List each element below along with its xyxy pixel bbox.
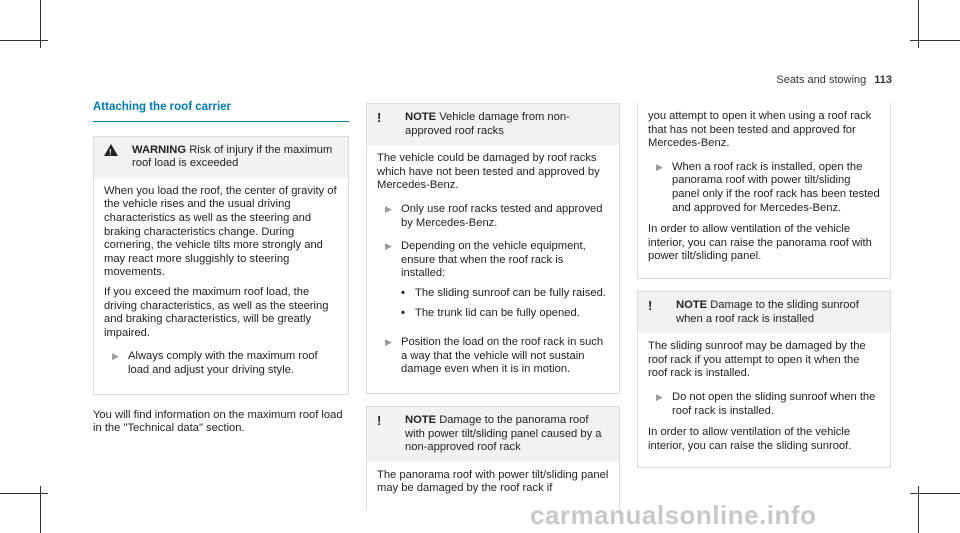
note-box — [637, 291, 891, 468]
bullet-icon: • — [401, 286, 405, 299]
note-header — [367, 104, 619, 145]
note-heading: Damage to the panorama roof with power tilt/sliding panel caused by a non-approved roof rack — [405, 413, 602, 454]
paragraph: In order to allow ventilation of the vehicle interior, you can raise the panorama roof with power tilt/sliding panel. — [648, 223, 872, 263]
watermark: carmanualsonline.info — [530, 500, 817, 530]
warning-header — [94, 137, 348, 178]
note-heading: Vehicle damage from non-approved roof racks — [405, 111, 570, 137]
action-step: ▶ When a roof rack is installed, open the panorama roof with power tilt/sliding panel only if the roof rack has been tested and approved for Mercedes-Benz. — [648, 161, 880, 215]
crop-mark — [910, 493, 960, 494]
warning-triangle-icon: ! — [104, 144, 132, 159]
note-continuation — [637, 103, 891, 279]
exclamation-icon: ! — [377, 110, 382, 125]
note-body — [638, 333, 890, 467]
note-label: NOTE — [405, 111, 437, 123]
paragraph: The panorama roof with power tilt/sliding panel may be damaged by the roof rack if — [377, 468, 609, 495]
middle-column — [366, 103, 620, 510]
arrow-right-icon: ▶ — [656, 391, 663, 402]
action-step: ▶ Only use roof racks tested and approved by Mercedes-Benz. — [377, 203, 609, 230]
list-item: • The trunk lid can be fully opened. — [401, 306, 580, 319]
action-step: ▶ Position the load on the roof rack in such a way that the vehicle will not sustain damage even when it is in motion. — [377, 336, 609, 377]
note-header — [367, 407, 619, 462]
note-heading: Damage to the sliding sunroof when a roof rack is installed — [676, 298, 859, 325]
crop-mark — [0, 493, 48, 494]
paragraph: The sliding sunroof may be damaged by the roof rack if you attempt to open it when the roof rack is installed. — [648, 340, 866, 380]
page-number: 113 — [874, 74, 892, 86]
warning-box — [93, 136, 349, 395]
page-header — [776, 74, 892, 86]
arrow-right-icon: ▶ — [385, 337, 392, 348]
arrow-right-icon: ▶ — [385, 203, 392, 214]
warning-heading: Risk of injury if the maximum roof load is exceeded — [132, 143, 333, 170]
exclamation-icon: ! — [377, 412, 382, 428]
section-heading: Attaching the roof carrier — [93, 101, 349, 122]
action-step: ▶ Depending on the vehicle equipment, ensure that when the roof rack is installed: • The sliding sunroof can be fully raised. • The trunk lid can be fully opened. — [377, 240, 609, 326]
paragraph: The vehicle could be damaged by roof racks which have not been tested and approved by Mercedes-Benz. — [377, 152, 600, 192]
warning-body — [94, 178, 348, 394]
action-step: ▶ Do not open the sliding sunroof when the roof rack is installed. — [648, 391, 880, 418]
right-column — [637, 103, 891, 468]
section-title: Seats and stowing — [776, 74, 867, 86]
arrow-right-icon: ▶ — [656, 161, 663, 172]
note-header — [638, 292, 890, 333]
bullet-icon: • — [401, 306, 405, 319]
note-label: NOTE — [676, 298, 708, 311]
action-step: ▶ Always comply with the maximum roof load and adjust your driving style. — [104, 350, 338, 377]
note-box — [366, 406, 620, 510]
paragraph: If you exceed the maximum roof load, the driving characteristics, as well as the steering and braking characteristics, will be greatly impaired. — [104, 285, 329, 339]
exclamation-icon: ! — [648, 297, 653, 313]
note-body — [367, 145, 619, 393]
left-column — [93, 101, 349, 436]
arrow-right-icon: ▶ — [112, 351, 119, 362]
list-item: • The sliding sunroof can be fully raised. — [401, 286, 606, 299]
warning-label: WARNING — [132, 143, 187, 156]
crop-mark — [0, 40, 48, 41]
note-label: NOTE — [405, 413, 437, 426]
paragraph: In order to allow ventilation of the vehicle interior, you can raise the sliding sunroof. — [648, 426, 852, 452]
info-text: You will find information on the maximum roof load in the "Technical data" section. — [93, 408, 343, 435]
note-box — [366, 103, 620, 394]
crop-mark — [910, 40, 960, 41]
arrow-right-icon: ▶ — [385, 241, 392, 252]
paragraph: you attempt to open it when using a roof rack that has not been tested and approved for Mercedes-Benz. — [648, 110, 872, 150]
paragraph: When you load the roof, the center of gravity of the vehicle rises and the usual driving characteristics as well as the steering and braking characteristics change. During cornering, the vehicle tilts more strongly and may react more sluggishly to steering movements. — [104, 184, 337, 279]
